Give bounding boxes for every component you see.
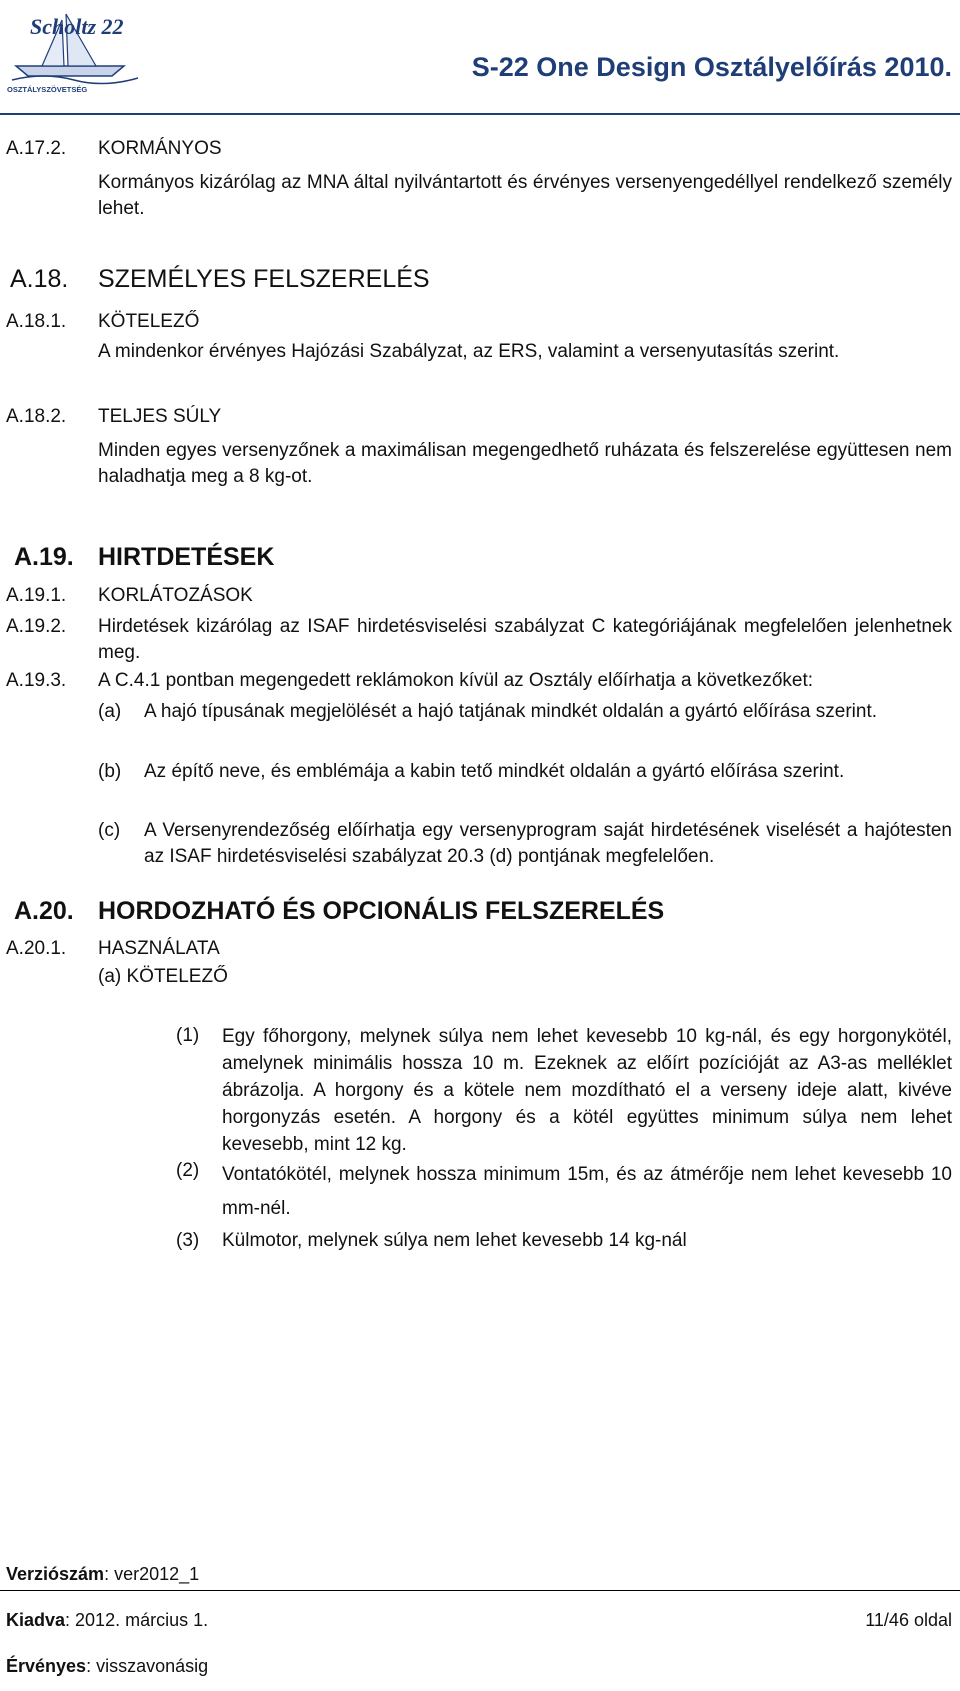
section-text: Hirdetések kizárólag az ISAF hirdetésviselési szabályzat C kategóriájának megfelelően jelenhetnek meg. bbox=[98, 616, 952, 663]
footer-issue-value: : 2012. március 1. bbox=[65, 1610, 209, 1630]
section-number: A.18.1. bbox=[6, 311, 67, 332]
list-item-text: A hajó típusának megjelölését a hajó tatjának mindkét oldalán a gyártó előírása szerint. bbox=[144, 701, 878, 722]
list-item-text: Az építő neve, és emblémája a kabin tető mindkét oldalán a gyártó előírása szerint. bbox=[144, 761, 845, 782]
footer-version-label: Verziószám bbox=[6, 1564, 105, 1584]
header-rule bbox=[0, 113, 960, 115]
footer-version bbox=[6, 1564, 199, 1585]
section-number: A.17.2. bbox=[6, 138, 67, 159]
footer-issue bbox=[6, 1610, 208, 1631]
chapter-title: HIRTDETÉSEK bbox=[98, 543, 275, 571]
list-item-label: (c) bbox=[98, 820, 121, 841]
logo-subtext: OSZTÁLYSZÖVETSÉG bbox=[7, 85, 88, 94]
list-item-text: Külmotor, melynek súlya nem lehet kevesebb 14 kg-nál bbox=[222, 1230, 687, 1251]
chapter-title: HORDOZHATÓ ÉS OPCIONÁLIS FELSZERELÉS bbox=[98, 897, 665, 925]
chapter-number: A.20. bbox=[14, 897, 74, 925]
list-item-label: (1) bbox=[176, 1025, 200, 1046]
footer-valid-value: : visszavonásig bbox=[86, 1656, 209, 1676]
section-title: KORMÁNYOS bbox=[98, 138, 222, 159]
section-title: KORLÁTOZÁSOK bbox=[98, 585, 253, 606]
section-number: A.19.3. bbox=[6, 670, 67, 691]
section-title: HASZNÁLATA bbox=[98, 938, 220, 959]
chapter-number: A.18. bbox=[10, 265, 69, 293]
footer-version-value: : ver2012_1 bbox=[104, 1564, 200, 1584]
list-item-label: (b) bbox=[98, 761, 122, 782]
footer-valid-label: Érvényes bbox=[6, 1656, 87, 1676]
chapter-number: A.19. bbox=[14, 543, 74, 571]
class-logo bbox=[4, 4, 146, 96]
chapter-title: SZEMÉLYES FELSZERELÉS bbox=[98, 265, 430, 293]
logo-text: Scholtz 22 bbox=[30, 14, 124, 39]
footer-validity bbox=[6, 1656, 208, 1677]
section-text: A mindenkor érvényes Hajózási Szabályzat, az ERS, valamint a versenyutasítás szerint. bbox=[98, 341, 840, 362]
list-item-text: Vontatókötél, melynek hossza minimum 15m, és az átmérője nem lehet kevesebb 10 mm-nél. bbox=[222, 1164, 952, 1219]
section-text: Minden egyes versenyzőnek a maximálisan megengedhető ruházata és felszerelése együttesen nem haladhatja meg a 8 kg-ot. bbox=[98, 440, 952, 487]
list-item-text: Egy főhorgony, melynek súlya nem lehet kevesebb 10 kg-nál, és egy horgonykötél, amelynek minimális hossza 10 m. Ezeknek az előírt pozícióját az A3-as melléklet ábrázolja. A horgony és a kötele nem mozdítható el a verseny ideje alatt, kivéve horgonyzás esetén. A horgony és a kötél együttes minimum súlya nem lehet kevesebb, mint 12 kg. bbox=[222, 1026, 952, 1155]
section-number: A.20.1. bbox=[6, 938, 67, 959]
footer-issue-label: Kiadva bbox=[6, 1610, 66, 1630]
page-number: 11/46 oldal bbox=[865, 1610, 952, 1630]
section-title: KÖTELEZŐ bbox=[98, 311, 200, 332]
section-number: A.19.1. bbox=[6, 585, 67, 606]
section-text: A C.4.1 pontban megengedett reklámokon kívül az Osztály előírhatja a következőket: bbox=[98, 670, 814, 691]
list-item-label: (2) bbox=[176, 1160, 200, 1181]
section-number: A.19.2. bbox=[6, 616, 67, 637]
footer-rule bbox=[0, 1590, 960, 1591]
section-text: Kormányos kizárólag az MNA által nyilvántartott és érvényes versenyengedéllyel rendelkező személy lehet. bbox=[98, 172, 952, 219]
list-item-label: (3) bbox=[176, 1230, 200, 1251]
section-number: A.18.2. bbox=[6, 406, 67, 427]
list-item-text: A Versenyrendezőség előírhatja egy versenyprogram saját hirdetésének viselését a hajótesten az ISAF hirdetésviselési szabályzat 20.3 (d) pontjának megfelelően. bbox=[144, 820, 952, 867]
section-title: TELJES SÚLY bbox=[98, 406, 222, 427]
subsection-title: (a) KÖTELEZŐ bbox=[98, 966, 228, 987]
document-title: S-22 One Design Osztályelőírás 2010. bbox=[471, 52, 952, 82]
list-item-label: (a) bbox=[98, 701, 122, 722]
